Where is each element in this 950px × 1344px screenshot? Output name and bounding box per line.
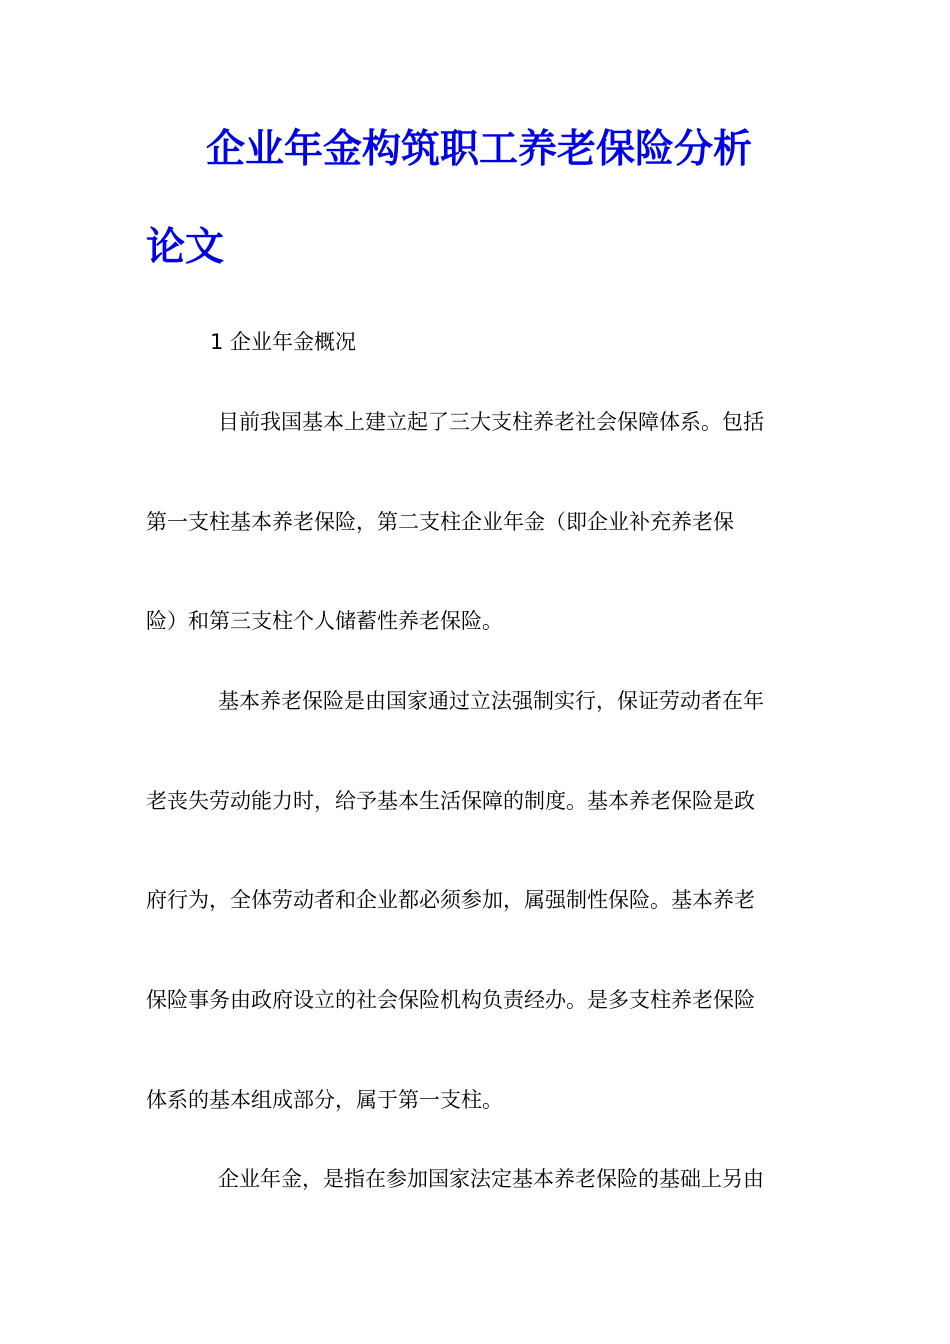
document-title-line-2: 论文 bbox=[146, 225, 225, 270]
paragraph-line: 府行为，全体劳动者和企业都必须参加，属强制性保险。基本养老 bbox=[146, 888, 755, 912]
paragraph-line: 基本养老保险是由国家通过立法强制实行，保证劳动者在年 bbox=[218, 689, 764, 713]
paragraph-line: 第一支柱基本养老保险，第二支柱企业年金（即企业补充养老保 bbox=[146, 510, 734, 534]
paragraph-line: 老丧失劳动能力时，给予基本生活保障的制度。基本养老保险是政 bbox=[146, 789, 755, 813]
paragraph-line: 险）和第三支柱个人储蓄性养老保险。 bbox=[146, 609, 503, 633]
paragraph-line: 体系的基本组成部分，属于第一支柱。 bbox=[146, 1088, 503, 1112]
paragraph-line: 目前我国基本上建立起了三大支柱养老社会保障体系。包括 bbox=[218, 410, 764, 434]
paragraph-line: 保险事务由政府设立的社会保险机构负责经办。是多支柱养老保险 bbox=[146, 988, 755, 1012]
section-heading: 1 企业年金概况 bbox=[210, 330, 357, 354]
paragraph-line: 企业年金，是指在参加国家法定基本养老保险的基础上另由 bbox=[218, 1167, 764, 1191]
document-title-line-1: 企业年金构筑职工养老保险分析 bbox=[206, 127, 753, 172]
